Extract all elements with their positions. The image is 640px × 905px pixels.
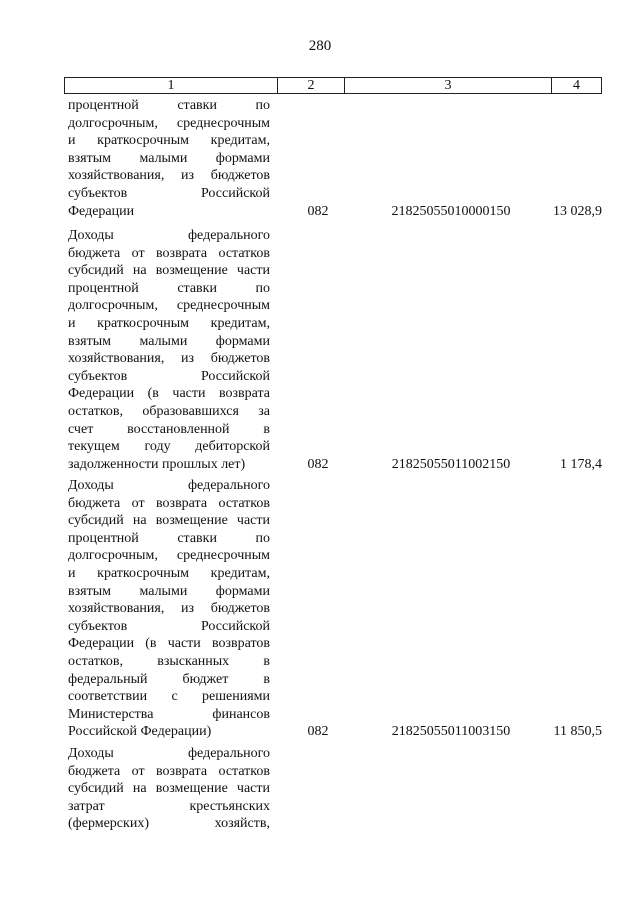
description-line: Доходы федерального [68,478,270,493]
description-line: Федерации (в части возвратов [68,636,270,652]
description-line: субсидий на возмещение части [68,781,270,797]
description-line: долгосрочным, среднесрочным [68,115,270,131]
kbk-code: 21825055010000150 [391,203,511,219]
admin-code: 082 [307,203,329,219]
description-line: затрат крестьянских [68,798,270,814]
row-description [68,477,270,741]
description-line: процентной ставки по [68,280,270,296]
description-line: хозяйствования, из бюджетов [68,168,270,184]
table-row [68,97,606,220]
description-line: остатков, взысканных в [68,653,270,669]
description-line: текущем году дебиторской [68,439,270,455]
table-row [68,227,606,473]
header-col-2: 2 [278,78,345,93]
description-line: процентной ставки по [68,530,270,546]
description-line: долгосрочным, среднесрочным [68,298,270,314]
kbk-code: 21825055011003150 [391,724,511,740]
admin-code: 082 [307,724,329,740]
page-number: 280 [308,38,332,54]
description-line: остатков, образовавшихся за [68,403,270,419]
description-line: процентной ставки по [68,98,270,113]
table-row [68,477,606,741]
description-line: хозяйствования, из бюджетов [68,351,270,367]
description-line: субъектов Российской [68,368,270,384]
description-line: хозяйствования, из бюджетов [68,601,270,617]
description-line: Российской Федерации) [68,724,212,740]
row-description [68,97,270,220]
description-line: Федерации (в части возврата [68,386,270,402]
table-header [64,77,602,94]
description-line: взятым малыми формами [68,333,270,349]
description-line: Федерации [68,203,135,219]
description-line: субъектов Российской [68,618,270,634]
description-line: и краткосрочным кредитам, [68,565,270,581]
description-line: бюджета от возврата остатков [68,245,270,261]
description-line: (фермерских) хозяйств, [68,816,270,832]
description-line: долгосрочным, среднесрочным [68,548,270,564]
description-line: Министерства финансов [68,706,270,722]
amount: 13 028,9 [553,203,602,219]
description-line: задолженности прошлых лет) [68,456,246,472]
description-line: бюджета от возврата остатков [68,495,270,511]
description-line: соответствии с решениями [68,689,270,705]
amount: 11 850,5 [553,724,602,740]
header-col-1: 1 [65,78,278,93]
description-line: взятым малыми формами [68,583,270,599]
admin-code: 082 [307,456,329,472]
amount: 1 178,4 [560,456,602,472]
description-line: Доходы федерального [68,746,270,761]
header-col-3: 3 [345,78,552,93]
description-line: и краткосрочным кредитам, [68,133,270,149]
description-line: Доходы федерального [68,228,270,243]
kbk-code: 21825055011002150 [391,456,511,472]
description-line: счет восстановленной в [68,421,270,437]
description-line: субъектов Российской [68,185,270,201]
description-line: субсидий на возмещение части [68,513,270,529]
row-description [68,227,270,473]
description-line: субсидий на возмещение части [68,263,270,279]
description-line: бюджета от возврата остатков [68,763,270,779]
header-col-4: 4 [573,78,580,93]
description-line: и краткосрочным кредитам, [68,315,270,331]
description-line: федеральный бюджет в [68,671,270,687]
table-row [68,745,606,833]
row-description [68,745,270,833]
description-line: взятым малыми формами [68,150,270,166]
